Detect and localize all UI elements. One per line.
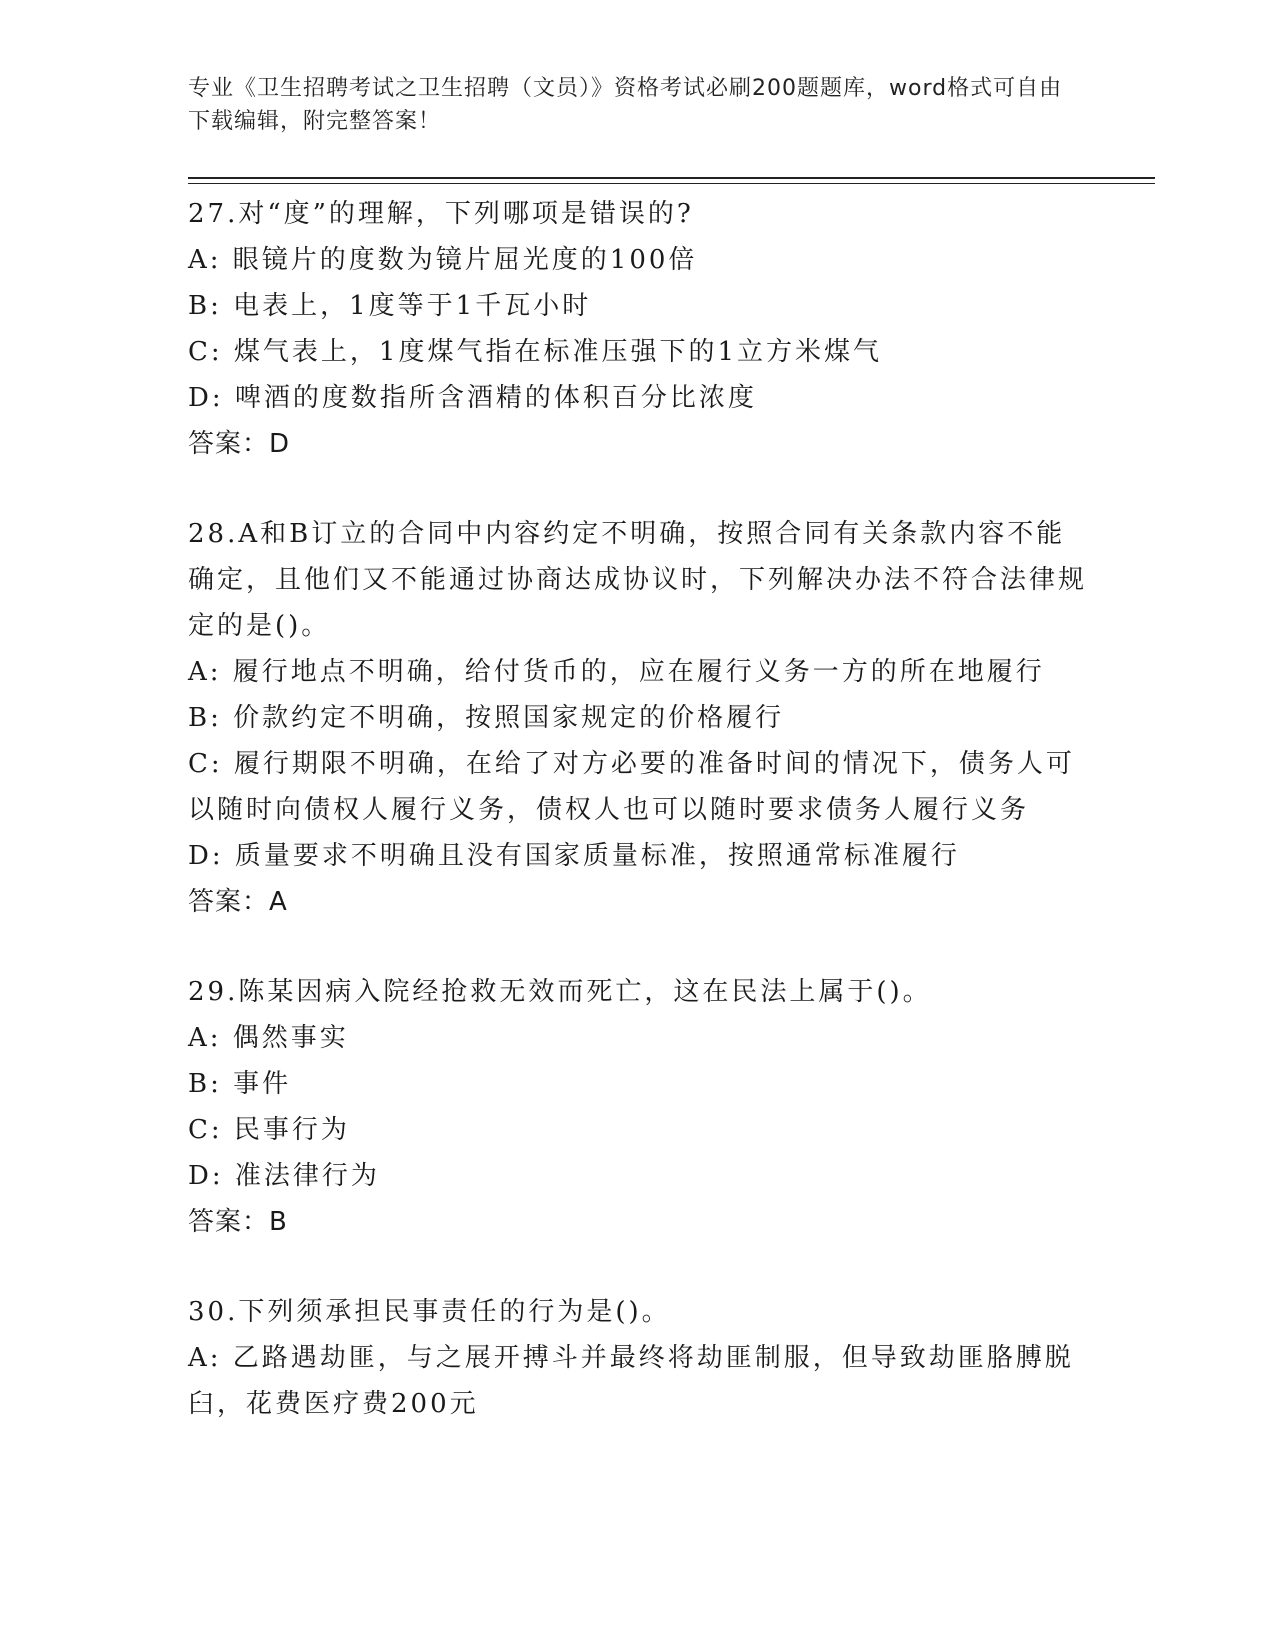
question-27: [188, 191, 1088, 467]
document-header: 专业《卫生招聘考试之卫生招聘（文员）》资格考试必刷200题题库，word格式可自由下载编辑，附完整答案！: [188, 76, 1063, 134]
option-b: B: 事件: [188, 1069, 292, 1099]
option-a: A: 履行地点不明确，给付货币的，应在履行义务一方的所在地履行: [188, 657, 1045, 687]
option-b: B: 电表上，1度等于1千瓦小时: [188, 291, 592, 321]
question-30: [188, 1289, 1088, 1427]
option-a: A: 眼镜片的度数为镜片屈光度的100倍: [188, 245, 698, 275]
answer-line: 答案：A: [188, 887, 288, 917]
question-list: [188, 191, 1088, 1471]
question-28: [188, 511, 1088, 925]
option-c: C: 履行期限不明确，在给了对方必要的准备时间的情况下，债务人可以随时向债权人履行义务，债权人也可以随时要求债务人履行义务: [188, 749, 1075, 825]
question-stem: 28.A和B订立的合同中内容约定不明确，按照合同有关条款内容不能确定，且他们又不能通过协商达成协议时，下列解决办法不符合法律规定的是()。: [188, 519, 1088, 641]
option-d: D: 质量要求不明确且没有国家质量标准，按照通常标准履行: [188, 841, 960, 871]
option-d: D: 啤酒的度数指所含酒精的体积百分比浓度: [188, 383, 757, 413]
option-a: A: 乙路遇劫匪，与之展开搏斗并最终将劫匪制服，但导致劫匪胳膊脱臼，花费医疗费200元: [188, 1343, 1074, 1419]
option-d: D: 准法律行为: [188, 1161, 380, 1191]
question-29: [188, 969, 1088, 1245]
header-rule-thin: [188, 183, 1155, 184]
answer-line: 答案：D: [188, 429, 291, 459]
option-c: C: 煤气表上，1度煤气指在标准压强下的1立方米煤气: [188, 337, 883, 367]
question-stem: 29.陈某因病入院经抢救无效而死亡，这在民法上属于()。: [188, 977, 932, 1007]
option-c: C: 民事行为: [188, 1115, 350, 1145]
option-a: A: 偶然事实: [188, 1023, 349, 1053]
answer-line: 答案：B: [188, 1207, 288, 1237]
header-rule-thick: [188, 177, 1155, 179]
question-stem: 30.下列须承担民事责任的行为是()。: [188, 1297, 671, 1327]
option-b: B: 价款约定不明确，按照国家规定的价格履行: [188, 703, 785, 733]
question-stem: 27.对“度”的理解，下列哪项是错误的?: [188, 199, 694, 229]
